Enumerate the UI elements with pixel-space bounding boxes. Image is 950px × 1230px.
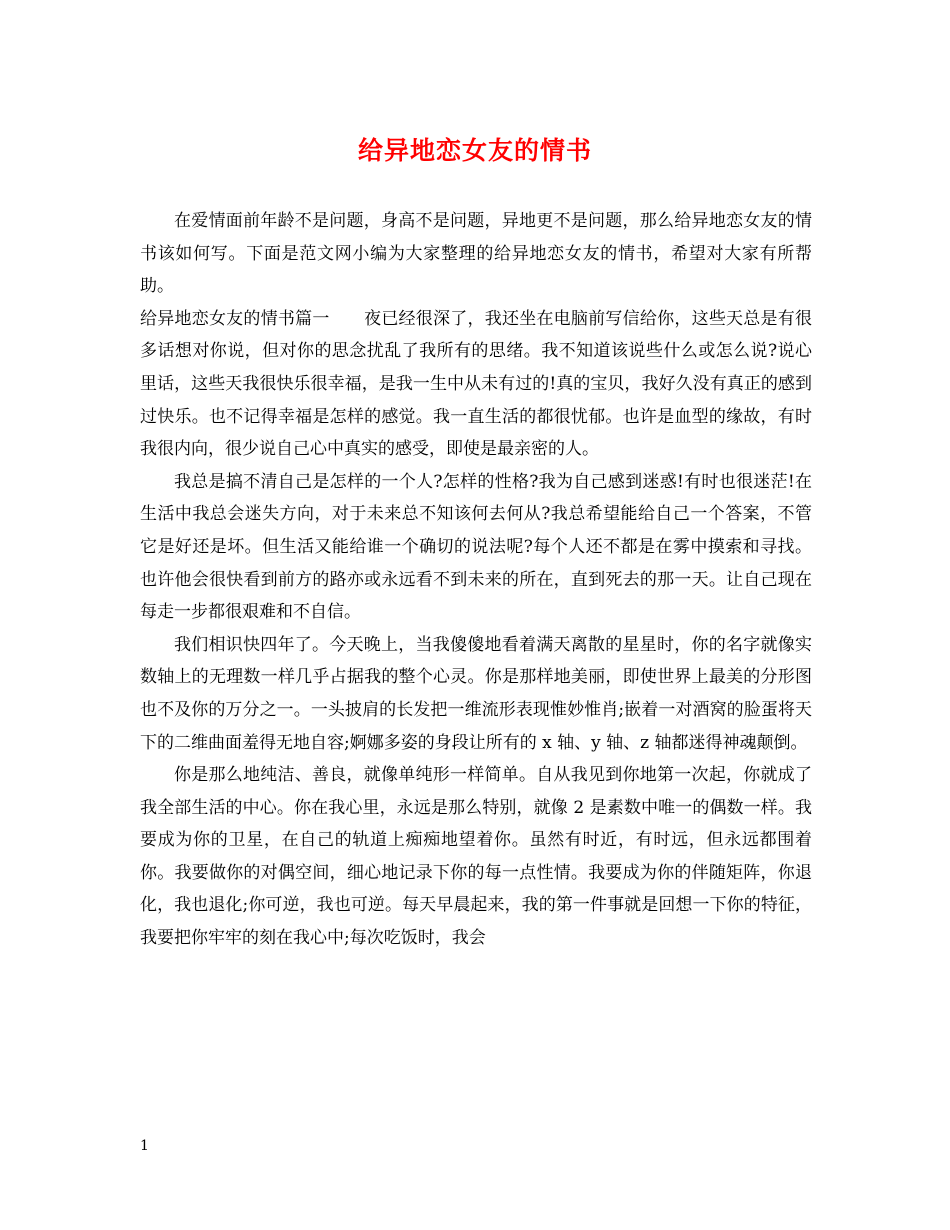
document-body xyxy=(140,205,812,955)
page-number: 1 xyxy=(140,1138,149,1154)
paragraph-four-years: 我们相识快四年了。今天晚上，当我傻傻地看着满天离散的星星时，你的名字就像实数轴上的无理数一样几乎占据我的整个心灵。你是那样地美丽，即使世界上最美的分形图也不及你的万分之一。一头披肩的长发把一维流形表现惟妙惟肖;嵌着一对酒窝的脸蛋将天下的二维曲面羞得无地自容;婀娜多姿的身段让所有的 x 轴、y 轴、z 轴都迷得神魂颠倒。 xyxy=(140,634,812,753)
document-title: 给异地恋女友的情书 xyxy=(357,136,592,165)
paragraph-self-doubt: 我总是搞不清自己是怎样的一个人?怎样的性格?我为自己感到迷惑!有时也很迷茫!在生活中我总会迷失方向，对于未来总不知该何去何从?我总希望能给自己一个答案，不管它是好还是坏。但生活又能给谁一个确切的说法呢?每个人还不都是在雾中摸索和寻找。也许他会很快看到前方的路亦或永远看不到未来的所在，直到死去的那一天。让自己现在每走一步都很艰难和不自信。 xyxy=(140,471,812,623)
paragraph-letter-one: 给异地恋女友的情书篇一 夜已经很深了，我还坐在电脑前写信给你，这些天总是有很多话想对你说，但对你的思念扰乱了我所有的思绪。我不知道该说些什么或怎么说?说心里话，这些天我很快乐很幸福，是我一生中从未有过的!真的宝贝，我好久没有真正的感到过快乐。也不记得幸福是怎样的感觉。我一直生活的都很忧郁。也许是血型的缘故，有时我很内向，很少说自己心中真实的感受，即使是最亲密的人。 xyxy=(140,308,812,460)
paragraph-pure-kind: 你是那么地纯洁、善良，就像单纯形一样简单。自从我见到你地第一次起，你就成了我全部生活的中心。你在我心里，永远是那么特别，就像 2 是素数中唯一的偶数一样。我要成为你的卫星，在自己的轨道上痴痴地望着你。虽然有时近，有时远，但永远都围着你。我要做你的对偶空间，细心地记录下你的每一点性情。我要成为你的伴随矩阵，你退化，我也退化;你可逆，我也可逆。每天早晨起来，我的第一件事就是回想一下你的特征，我要把你牢牢的刻在我心中;每次吃饭时，我会 xyxy=(140,765,812,949)
paragraph-intro: 在爱情面前年龄不是问题，身高不是问题，异地更不是问题，那么给异地恋女友的情书该如何写。下面是范文网小编为大家整理的给异地恋女友的情书，希望对大家有所帮助。 xyxy=(140,211,812,297)
